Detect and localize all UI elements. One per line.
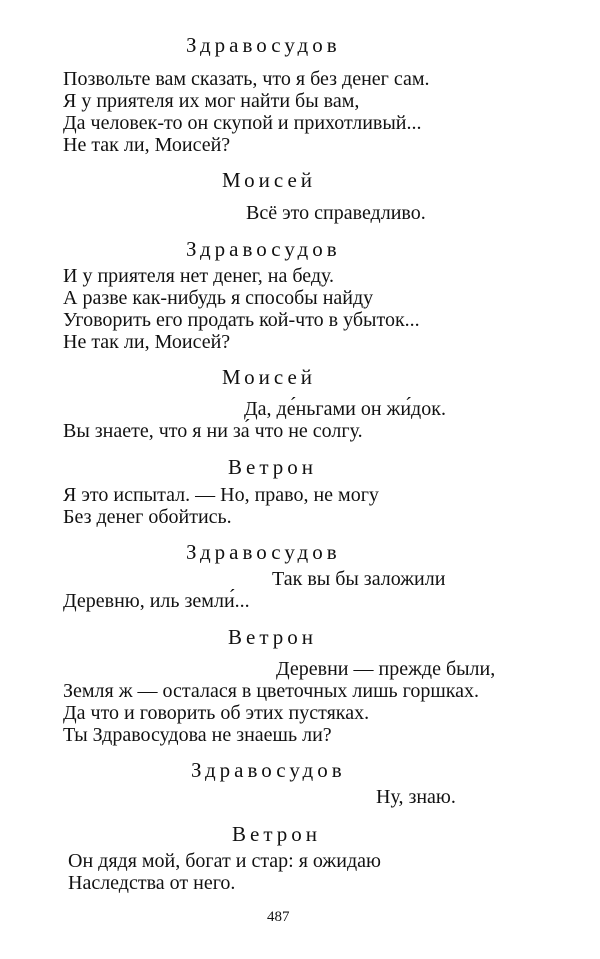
verse-line: И у приятеля нет денег, на беду. <box>63 265 335 287</box>
speaker-name: Здравосудов <box>191 758 346 782</box>
verse-line: Да что и говорить об этих пустяках. <box>63 702 370 724</box>
verse-line: Я у приятеля их мог найти бы вам, <box>63 90 360 112</box>
page-number: 487 <box>267 909 290 925</box>
verse-line: А разве как-нибудь я способы найду <box>63 287 374 309</box>
verse-line: Наследства от него. <box>68 872 236 894</box>
speaker-name: Здравосудов <box>186 540 341 564</box>
verse-line: Ты Здравосудова не знаешь ли? <box>63 724 332 746</box>
speaker-name: Здравосудов <box>186 33 341 57</box>
verse-line: Без денег обойтись. <box>63 506 232 528</box>
speaker-name: Здравосудов <box>186 237 341 261</box>
verse-line: Позвольте вам сказать, что я без денег сам. <box>63 68 430 90</box>
verse-line: Так вы бы заложили <box>272 568 446 590</box>
speaker-name: Ветрон <box>228 625 317 649</box>
verse-line: Ну, знаю. <box>376 786 456 808</box>
speaker-name: Моисей <box>222 168 317 192</box>
verse-line: Не так ли, Моисей? <box>63 331 231 353</box>
verse-line: Да, де́ньгами он жи́док. <box>244 398 446 420</box>
verse-line: Деревни — прежде были, <box>276 658 496 680</box>
verse-line: Деревню, иль земли́... <box>63 590 250 612</box>
speaker-name: Моисей <box>222 365 317 389</box>
verse-line: Я это испытал. — Но, право, не могу <box>63 484 379 506</box>
verse-line: Он дядя мой, богат и стар: я ожидаю <box>68 850 381 872</box>
verse-line: Вы знаете, что я ни за́ что не солгу. <box>63 420 363 442</box>
verse-line: Не так ли, Моисей? <box>63 134 231 156</box>
verse-line: Земля ж — осталася в цветочных лишь горшках. <box>63 680 480 702</box>
verse-line: Уговорить его продать кой-что в убыток... <box>63 309 420 331</box>
verse-line: Да человек-то он скупой и прихотливый... <box>63 112 422 134</box>
verse-line: Всё это справедливо. <box>246 202 426 224</box>
speaker-name: Ветрон <box>232 822 321 846</box>
speaker-name: Ветрон <box>228 455 317 479</box>
